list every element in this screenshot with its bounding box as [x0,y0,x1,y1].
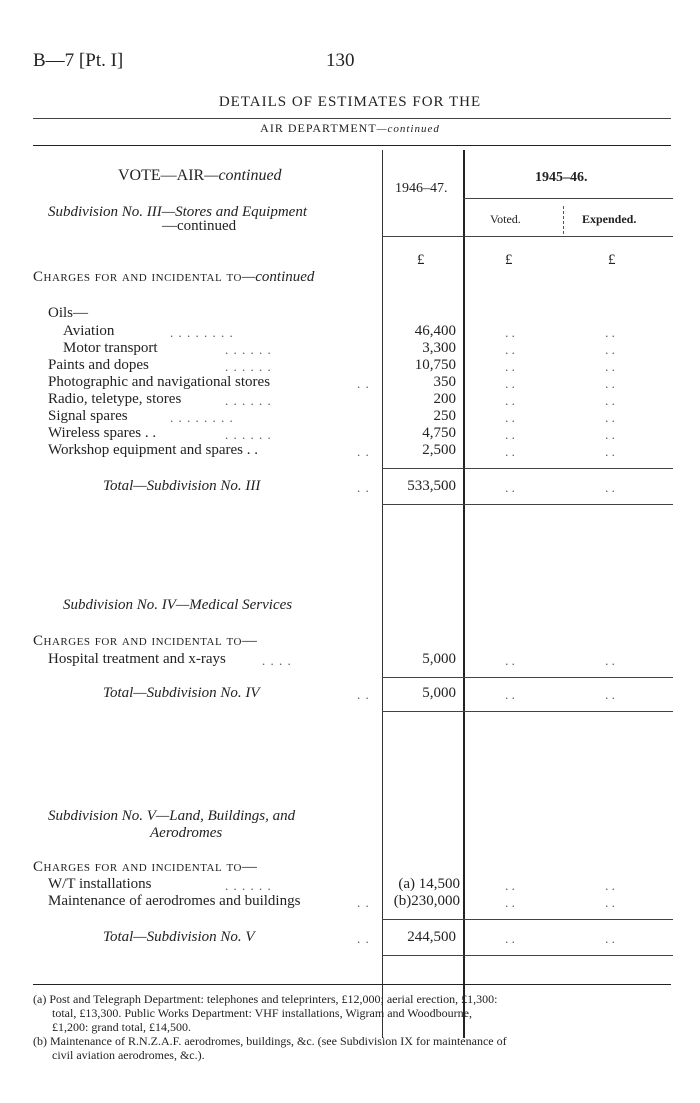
item-label: Radio, teletype, stores [48,391,182,407]
sub3-title: Subdivision No. III—Stores and Equipment [48,204,308,220]
sub4-total-rule-bottom [382,711,673,712]
empty-cell: . . [605,427,615,442]
col-divider-voted-expended [563,206,564,234]
item-label: Aviation [63,323,115,339]
empty-cell: . . [605,895,615,910]
footnote-a-line2: total, £13,300. Public Works Department: VHF installations, Wigram and Woodbourne, [52,1006,472,1020]
item-value: 10,750 [414,357,456,373]
empty-cell: . . [605,480,615,495]
col-divider-2 [463,150,465,1038]
sub3-total-label: Total—Subdivision No. III [103,478,261,494]
table-bottom-rule [33,984,671,985]
currency-voted: £ [505,252,513,268]
item-value: 4,750 [422,425,456,441]
leader-dots: . . [357,480,370,495]
leader-dots: . . . . . . [225,393,272,408]
empty-cell: . . [505,359,515,374]
sub5-total-rule-top [382,919,673,920]
sub5-total-label: Total—Subdivision No. V [103,929,255,945]
leader-dots: . . [357,687,370,702]
empty-cell: . . [505,653,515,668]
item-label: W/T installations [48,876,152,892]
empty-cell: . . [505,878,515,893]
item-value: 3,300 [422,340,456,356]
sub5-title: Subdivision No. V—Land, Buildings, and [48,808,296,824]
empty-cell: . . [605,359,615,374]
col-year-prior: 1945–46. [535,170,588,185]
col-expended: Expended. [582,212,637,226]
title-rule [33,118,671,119]
col-voted: Voted. [490,212,521,226]
empty-cell: . . [605,342,615,357]
sub4-total-rule-top [382,677,673,678]
sub4-charges: Charges for and incidental to— [33,633,258,649]
empty-cell: . . [505,480,515,495]
vote-continued: —continued [204,167,282,184]
empty-cell: . . [505,376,515,391]
item-label: Workshop equipment and spares . . [48,442,258,458]
sub4-total-value: 5,000 [422,685,456,701]
empty-cell: . . [505,427,515,442]
empty-cell: . . [605,687,615,702]
leader-dots: . . [357,931,370,946]
leader-dots: . . . . . . . . [170,325,234,340]
sub5-title-cont: Aerodromes [150,825,223,841]
page-number: 130 [326,50,355,71]
item-value: 46,400 [414,323,456,339]
empty-cell: . . [605,376,615,391]
leader-dots: . . [357,895,370,910]
leader-dots: . . . . . . [225,359,272,374]
sub3-charges-label: Charges for and incidental to [33,269,242,285]
table-top-rule [33,145,671,146]
leader-dots: . . [357,444,370,459]
empty-cell: . . [505,393,515,408]
item-value: 250 [433,408,456,424]
sub3-total-rule-top [382,468,673,469]
footnote-b-line1: (b) Maintenance of R.N.Z.A.F. aerodromes, buildings, &c. (see Subdivision IX for maintenance of [33,1034,507,1048]
item-label: Maintenance of aerodromes and buildings [48,893,301,909]
empty-cell: . . [505,342,515,357]
empty-cell: . . [505,325,515,340]
sub3-charges [33,269,314,286]
item-value: 2,500 [422,442,456,458]
prior-year-rule [463,198,673,199]
footnote-a-line1: (a) Post and Telegraph Department: telephones and teleprinters, £12,000; aerial erection, £1,300: [33,992,498,1006]
sub4-title: Subdivision No. IV—Medical Services [63,597,293,613]
item-value: (b)230,000 [393,893,460,909]
empty-cell: . . [505,931,515,946]
subtitle-main: AIR DEPARTMENT [260,121,377,135]
empty-cell: . . [605,325,615,340]
item-value: 350 [433,374,456,390]
item-value: 5,000 [422,651,456,667]
currency-current: £ [417,252,425,268]
empty-cell: . . [505,444,515,459]
empty-cell: . . [605,653,615,668]
empty-cell: . . [505,410,515,425]
leader-dots: . . [357,376,370,391]
sub3-charges-cont: —continued [241,269,315,285]
sub5-total-value: 244,500 [407,929,456,945]
col-year-current: 1946–47. [395,181,448,196]
item-label: Wireless spares . . [48,425,157,441]
item-label: Hospital treatment and x-rays [48,651,226,667]
empty-cell: . . [605,931,615,946]
empty-cell: . . [605,410,615,425]
vote-heading [118,167,282,185]
footnote-b-line2: civil aviation aerodromes, &c.). [52,1048,205,1062]
item-label: Signal spares [48,408,128,424]
sub3-group-oils: Oils— [48,305,89,321]
document-title: DETAILS OF ESTIMATES FOR THE [218,94,482,110]
item-value: 200 [433,391,456,407]
item-value: (a) 14,500 [398,876,460,892]
header-bottom-rule [382,236,673,237]
sub3-total-rule-bottom [382,504,673,505]
leader-dots: . . . . . . [225,427,272,442]
currency-expended: £ [608,252,616,268]
leader-dots: . . . . . . [225,342,272,357]
empty-cell: . . [605,444,615,459]
empty-cell: . . [505,687,515,702]
sub4-total-label: Total—Subdivision No. IV [103,685,260,701]
sub5-charges: Charges for and incidental to— [33,859,258,875]
footnote-a-line3: £1,200: grand total, £14,500. [52,1020,191,1034]
sub5-total-rule-bottom [382,955,673,956]
leader-dots: . . . . [262,653,292,668]
vote-main: VOTE—AIR [118,167,205,184]
empty-cell: . . [605,393,615,408]
leader-dots: . . . . . . . . [170,410,234,425]
subtitle-continued: —continued [376,123,440,135]
sub3-total-value: 533,500 [407,478,456,494]
item-label: Photographic and navigational stores [48,374,271,390]
empty-cell: . . [605,878,615,893]
page-reference: B—7 [Pt. I] [33,50,124,71]
sub3-title-cont: —continued [162,218,237,234]
document-subtitle [0,121,700,136]
empty-cell: . . [505,895,515,910]
leader-dots: . . . . . . [225,878,272,893]
item-label: Motor transport [63,340,158,356]
item-label: Paints and dopes [48,357,149,373]
